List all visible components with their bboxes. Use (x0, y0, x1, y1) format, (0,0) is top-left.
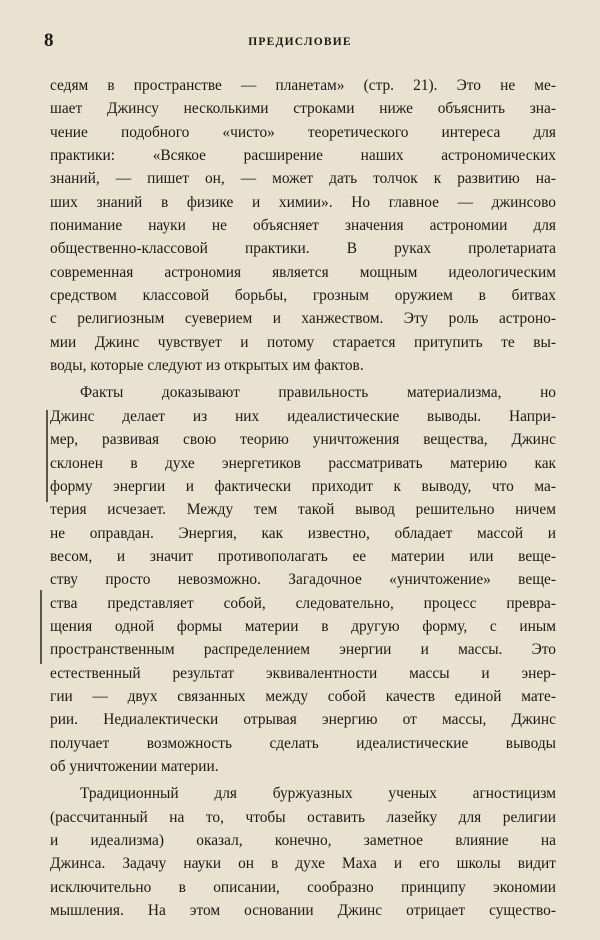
text-line: склонен в духе энергетиков рассматривать материю как (50, 454, 556, 472)
text-line: седям в пространстве — планетам» (стр. 21). Это не ме- (50, 77, 556, 94)
text-line: и идеализма) оказал, конечно, заметное влияние на (50, 832, 556, 849)
text-line: знаний, — пишет он, — может дать толчок к развитию на- (50, 170, 556, 188)
paragraph (50, 381, 556, 778)
text-line: шает Джинсу несколькими строками ниже объяснить зна- (50, 100, 556, 118)
text-line: мии Джинс чувствует и потому старается притупить те вы- (50, 333, 556, 351)
text-line: (рассчитанный на то, чтобы оставить лазейку для религии (50, 808, 556, 826)
text-line: ству просто невозможно. Загадочное «уничтожение» веще- (50, 571, 556, 589)
page-number: 8 (44, 30, 54, 51)
text-line: чение подобного «чисто» теоретического интереса для (50, 123, 556, 141)
text-line: средством классовой борьбы, грозным оружием в битвах (50, 287, 556, 305)
text-line: ших знаний в физике и химии». Но главное — джинсово (50, 193, 556, 211)
margin-mark (46, 410, 48, 502)
text-line: естественный результат эквивалентности массы и энер- (50, 664, 556, 682)
text-line: не оправдан. Энергия, как известно, обладает массой и (50, 524, 556, 542)
body-text (50, 74, 556, 922)
running-head: ПРЕДИСЛОВИЕ (248, 36, 352, 48)
margin-mark (40, 590, 42, 664)
text-line: Традиционный для буржуазных ученых агностицизм (80, 785, 556, 803)
text-line: терия исчезает. Между тем такой вывод решительно ничем (50, 501, 556, 519)
text-line: мер, развивая свою теорию уничтожения вещества, Джинс (50, 431, 556, 449)
text-line: практики: «Всякое расширение наших астрономических (50, 147, 556, 165)
text-line: получает возможность сделать идеалистические выводы (50, 734, 556, 752)
text-line: гии — двух связанных между собой качеств единой мате- (50, 687, 556, 705)
paragraph (50, 782, 556, 922)
text-line: ства представляет собой, следовательно, процесс превра- (50, 594, 556, 612)
text-line: Факты доказывают правильность материализма, но (80, 384, 556, 402)
text-line: общественно-классовой практики. В руках пролетариата (50, 240, 556, 258)
text-line: пространственным распределением энергии и массы. Это (50, 641, 556, 659)
text-line: рии. Недиалектически отрывая энергию от массы, Джинс (50, 711, 556, 729)
text-line: Джинса. Задачу науки он в духе Маха и его школы видит (50, 855, 556, 873)
text-line: понимание науки не объясняет значения астрономии для (50, 217, 556, 235)
text-line: исключительно в описании, сообразно принципу экономии (50, 878, 556, 896)
text-line: Джинс делает из них идеалистические выводы. Напри- (50, 407, 556, 425)
text-line: об уничтожении материи. (50, 757, 219, 775)
text-line: современная астрономия является мощным идеологическим (50, 263, 556, 281)
text-line: весом, и значит противополагать ее материи или веще- (50, 547, 556, 565)
text-line: воды, которые следуют из открытых им фактов. (50, 357, 364, 375)
text-line: мышления. На этом основании Джинс отрицает существо- (50, 902, 556, 920)
paragraph (50, 74, 556, 377)
text-line: щения одной формы материи в другую форму, с иным (50, 617, 556, 635)
text-line: с религиозным суеверием и ханжеством. Эту роль астроно- (50, 310, 556, 328)
text-line: форму энергии и фактически приходит к выводу, что ма- (50, 477, 556, 495)
